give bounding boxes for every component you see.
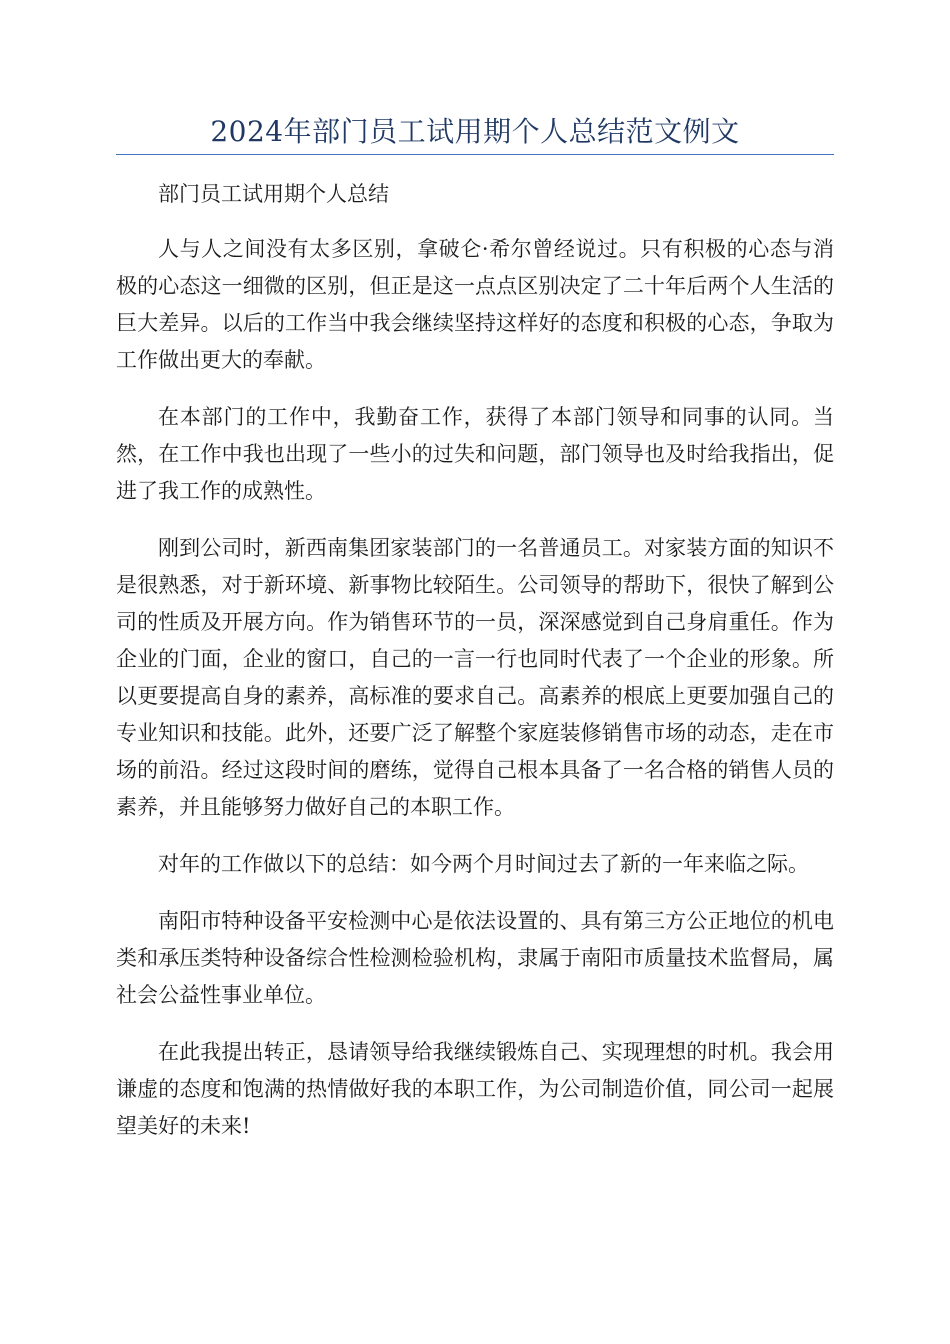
section-heading: 部门员工试用期个人总结: [158, 182, 389, 206]
paragraph: 对年的工作做以下的总结：如今两个月时间过去了新的一年来临之际。: [158, 852, 809, 876]
document-title: 2024年部门员工试用期个人总结范文例文: [210, 115, 740, 148]
paragraph: 在此我提出转正，恳请领导给我继续锻炼自己、实现理想的时机。我会用谦虚的态度和饱满的热情做好我的本职工作，为公司制造价值，同公司一起展望美好的未来!: [116, 1040, 834, 1138]
paragraph: 刚到公司时，新西南集团家装部门的一名普通员工。对家装方面的知识不是很熟悉，对于新环境、新事物比较陌生。公司领导的帮助下，很快了解到公司的性质及开展方向。作为销售环节的一员，深深感觉到自己身肩重任。作为企业的门面，企业的窗口，自己的一言一行也同时代表了一个企业的形象。所以更要提高自身的素养，高标准的要求自己。高素养的根底上更要加强自己的专业知识和技能。此外，还要广泛了解整个家庭装修销售市场的动态，走在市场的前沿。经过这段时间的磨练，觉得自己根本具备了一名合格的销售人员的素养，并且能够努力做好自己的本职工作。: [116, 536, 834, 819]
document-body: [116, 176, 834, 1165]
paragraph: 南阳市特种设备平安检测中心是依法设置的、具有第三方公正地位的机电类和承压类特种设备综合性检测检验机构，隶属于南阳市质量技术监督局，属社会公益性事业单位。: [116, 909, 834, 1007]
title-underline: [116, 154, 834, 155]
paragraph: 在本部门的工作中，我勤奋工作，获得了本部门领导和同事的认同。当然，在工作中我也出现了一些小的过失和问题，部门领导也及时给我指出，促进了我工作的成熟性。: [116, 405, 834, 503]
paragraph: 人与人之间没有太多区别，拿破仑·希尔曾经说过。只有积极的心态与消极的心态这一细微的区别，但正是这一点点区别决定了二十年后两个人生活的巨大差异。以后的工作当中我会继续坚持这样好的态度和积极的心态，争取为工作做出更大的奉献。: [116, 237, 834, 372]
